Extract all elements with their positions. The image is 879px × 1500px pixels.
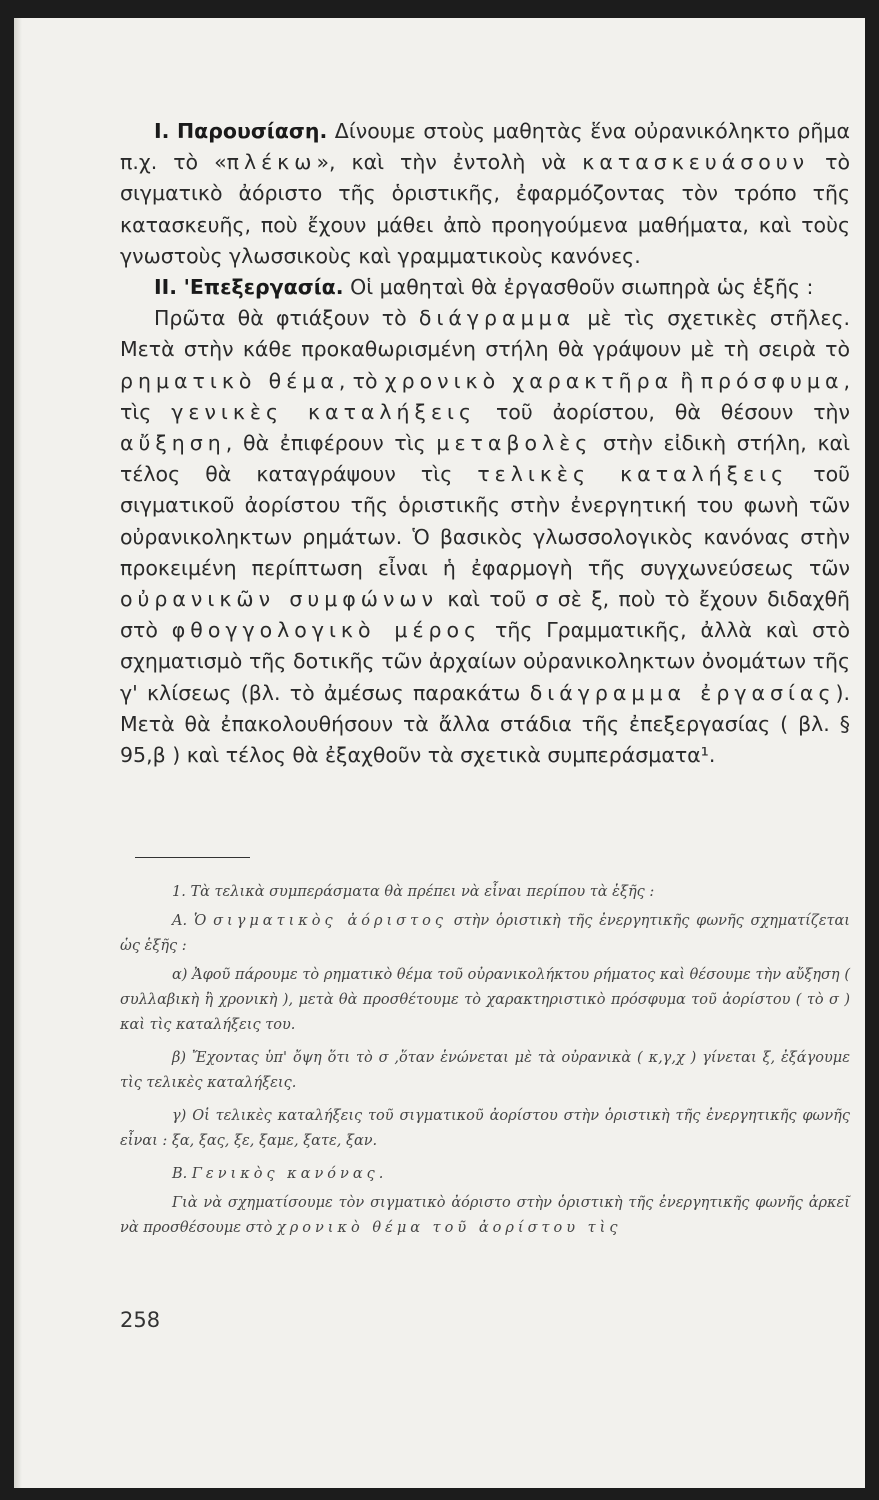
text-run: , θὰ ἐπιφέρουν τὶς (225, 431, 437, 456)
section-number: ΙΙ. (154, 275, 178, 300)
footnote-item-a: α) Ἀφοῦ πάρουμε τὸ ρηματικὸ θέμα τοῦ οὐρανικολήκτου ρήματος καὶ θέσουμε τὴν αὔξηση ( συλλαβικὴ ἢ χρονικὴ ), μετὰ θὰ προσθέτουμε τὸ χαρακτηριστικὸ πρόσφυμα τοῦ ἀορίστου ( τὸ σ ) καὶ τὶς καταλήξεις του. (120, 967, 850, 1033)
footnote-rule-a (120, 909, 850, 959)
spaced-term: αὔξηση (120, 431, 226, 456)
footnote-divider (135, 857, 250, 858)
text-run: Β. (172, 1166, 192, 1182)
page-number: 258 (120, 1308, 161, 1332)
text-run: ἢ (673, 368, 701, 393)
text-run: τῆς Γραμματικῆς, ἀλλὰ καὶ στὸ σχηματισμὸ τῆς δοτικῆς τῶν ἀρχαίων οὐρανικοληκτων ὀνομάτων τῆς γ' κλίσεως (βλ. τὸ ἀμέσως παρακάτω (120, 618, 850, 705)
spaced-term: σιγματικὸς ἀόριστος (213, 913, 447, 929)
text-run: », καὶ τὴν ἐντολὴ νὰ (316, 150, 583, 175)
section-heading: 'Επεξεργασία. (183, 275, 344, 300)
text-run: Οἱ μαθηταὶ θὰ ἐργασθοῦν σιωπηρὰ ὡς ἑξῆς : (343, 275, 814, 300)
spaced-term: χρονικὸ χαρακτῆρα (384, 368, 674, 393)
text-run: Α. Ὁ (172, 913, 214, 929)
text-run: στὴν ὁριστικὴ τῆς ἐνεργητικῆς φωνῆς σχηματίζεται ὡς ἑξῆς : (120, 913, 850, 954)
text-run: , τὸ (338, 368, 385, 393)
spaced-term: φθογγολογικὸ μέρος (171, 618, 482, 643)
footnote-item-b: β) Ἔχοντας ὑπ' ὄψη ὅτι τὸ σ ,ὅταν ἑνώνεται μὲ τὰ οὐρανικὰ ( κ,γ,χ ) γίνεται ξ, ἐξάγουμε τὶς τελικὲς καταλήξεις. (120, 1050, 850, 1091)
text-run: τοῦ ἀορίστου, θὰ θέσουν τὴν (476, 399, 850, 424)
spaced-term: τελικὲς καταλήξεις (477, 462, 789, 487)
spaced-term: διάγραμμα (418, 306, 576, 331)
footnote-rule-b (120, 1162, 850, 1187)
text-run: , τὶς (120, 368, 851, 424)
footnote-item-c: γ) Οἱ τελικὲς καταλήξεις τοῦ σιγματικοῦ ἀορίστου στὴν ὁριστικὴ τῆς ἐνεργητικῆς φωνῆς εἶναι : ξα, ξας, ξε, ξαμε, ξατε, ξαν. (120, 1108, 850, 1149)
spaced-term: πρόσφυμα (700, 368, 844, 393)
text-run: Πρῶτα θὰ φτιάξουν τὸ (154, 306, 419, 331)
text-run: μὲ τὶς σχετικὲς στῆλες. Μετὰ στὴν κάθε προκαθωρισμένη στήλη θὰ γράψουν μὲ τὴ σειρὰ τὸ (120, 306, 850, 362)
footnote-general-rule (120, 1191, 850, 1241)
spaced-term: γενικὲς καταλήξεις (171, 399, 477, 424)
text-run: τοῦ σιγματικοῦ ἀορίστου τῆς ὁριστικῆς στὴν ἐνεργητική του φωνὴ τῶν οὐρανικοληκτων ρημάτων. Ὁ βασικὸς γλωσσολογικὸς κανόνας στὴν προκειμένη περίπτωση εἶναι ἡ ἐφαρμογὴ τῆς συγχωνεύσεως τῶν (120, 462, 850, 580)
footnotes (120, 880, 850, 1249)
paragraph-processing-body (120, 303, 850, 771)
spaced-term: οὐρανικῶν συμφώνων (120, 587, 439, 612)
section-number: Ι. (154, 119, 170, 143)
book-page (14, 18, 865, 1488)
text-run: ). Μετὰ θὰ ἐπακολουθήσουν τὰ ἄλλα στάδια τῆς ἐπεξεργασίας ( βλ. § 95,β ) καὶ τέλος θὰ ἐξαχθοῦν τὰ σχετικὰ συμπεράσματα¹. (120, 680, 850, 768)
text-run: Δίνουμε στοὺς μαθητὰς ἕνα οὐρανικόληκτο ρῆμα π.χ. τὸ « (120, 119, 850, 175)
text-run: Γιὰ νὰ σχηματίσουμε τὸν σιγματικὸ ἀόριστο στὴν ὁριστικὴ τῆς ἐνεργητικῆς φωνῆς ἀρκεῖ νὰ προσθέσουμε στὸ (120, 1195, 850, 1236)
main-text (120, 116, 850, 771)
section-heading: Παρουσίαση. (177, 119, 328, 143)
spaced-term: μεταβολὲς (436, 431, 593, 456)
spaced-term: Γενικὸς κανόνας (191, 1166, 379, 1182)
text-run: . (378, 1166, 384, 1182)
spaced-term: χρονικὸ θέμα τοῦ ἀορίστου τὶς (276, 1220, 622, 1236)
spaced-term: πλέκω (226, 150, 317, 175)
spaced-term: κατασκευάσουν (582, 150, 810, 175)
footnote-1: 1. Τὰ τελικὰ συμπεράσματα θὰ πρέπει νὰ εἶναι περίπου τὰ ἑξῆς : (172, 884, 655, 900)
spaced-term: ρηματικὸ θέμα (120, 368, 339, 393)
text-run: στὴν εἰδικὴ στήλη, καὶ τέλος θὰ καταγράψουν τὶς (120, 431, 851, 487)
paragraph-processing-heading (120, 272, 850, 303)
text-run: τὸ σιγματικὸ ἀόριστο τῆς ὁριστικῆς, ἐφαρμόζοντας τὸν τρόπο τῆς κατασκευῆς, ποὺ ἔχουν μάθει ἀπὸ προηγούμενα μαθήματα, καὶ τοὺς γνωστοὺς γλωσσικοὺς καὶ γραμματικοὺς κανόνες. (120, 150, 850, 268)
spaced-term: διάγραμμα ἐργασίας (529, 680, 836, 705)
text-run: καὶ τοῦ σ σὲ ξ, ποὺ τὸ ἔχουν διδαχθῆ στὸ (120, 587, 850, 643)
paragraph-presentation (120, 116, 850, 272)
